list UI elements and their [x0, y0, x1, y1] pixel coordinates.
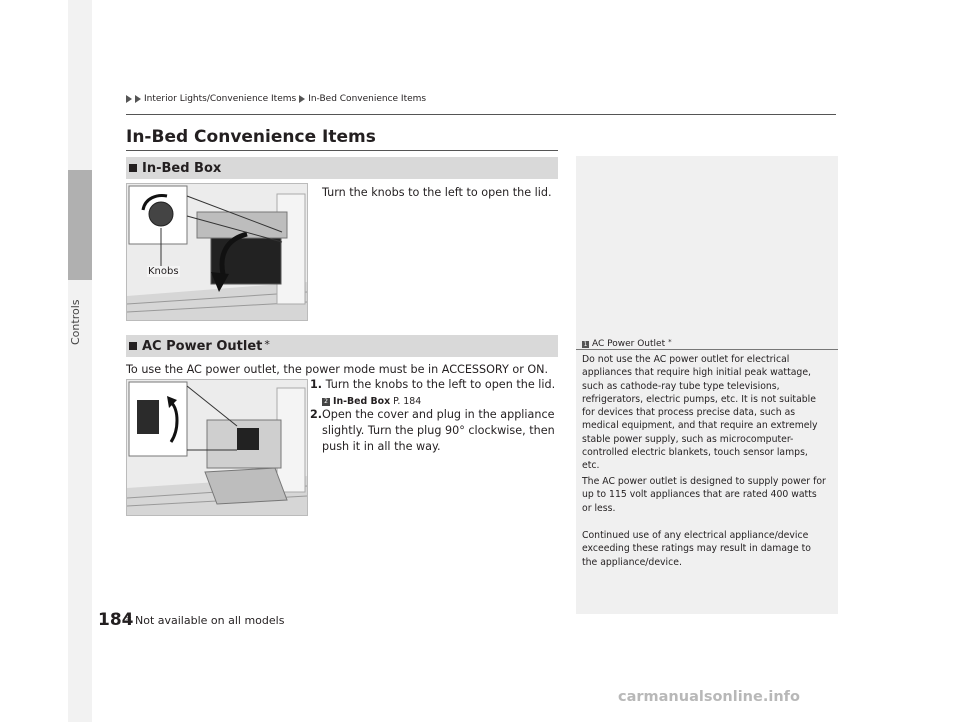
footnote: * Not available on all models	[126, 614, 285, 627]
breadcrumb-arrow-icon	[126, 95, 132, 103]
section-header-ac-power-outlet	[126, 335, 558, 357]
side-note-title: AC Power Outlet	[592, 339, 666, 349]
breadcrumb	[126, 94, 426, 104]
knobs-callout: Knobs	[148, 266, 179, 277]
breadcrumb-item[interactable]: In-Bed Convenience Items	[308, 94, 427, 104]
asterisk-mark: *	[264, 337, 270, 351]
ac-outlet-illustration	[126, 379, 308, 516]
title-divider	[126, 150, 558, 151]
section-title: AC Power Outlet	[142, 338, 263, 354]
side-tab	[68, 0, 92, 722]
section-header-in-bed-box	[126, 157, 558, 179]
breadcrumb-arrow-icon	[135, 95, 141, 103]
in-bed-box-illustration	[126, 183, 308, 321]
breadcrumb-arrow-icon	[299, 95, 305, 103]
reference-title[interactable]: In-Bed Box	[332, 396, 391, 407]
step-1	[310, 377, 560, 393]
page-number: 184	[98, 610, 134, 630]
page-title: In-Bed Convenience Items	[126, 127, 376, 147]
ac-outlet-drawing	[127, 380, 307, 515]
side-tab-marker	[68, 170, 92, 280]
ac-outlet-intro: To use the AC power outlet, the power mode must be in ACCESSORY or ON.	[126, 363, 549, 376]
step-2	[310, 407, 558, 455]
watermark: carmanualsonline.info	[618, 689, 800, 705]
header-divider	[126, 114, 836, 115]
side-note-paragraph: The AC power outlet is designed to supply power for up to 115 volt appliances that are rated 400 watts or less.	[582, 476, 826, 514]
step-text: Turn the knobs to the left to open the lid.	[325, 378, 556, 391]
side-note-paragraph: Do not use the AC power outlet for electrical appliances that require high initial peak wattage, such as cathode-ray tube type televisions, refrigerators, electric pumps, etc. It is not suitable for devices that process precise data, such as medical equipment, and that require an extremely stable power supply, such as microcomputer-controlled electric blankets, touch sensor lamps, etc.	[582, 354, 818, 472]
reference-page[interactable]: P. 184	[393, 396, 422, 407]
breadcrumb-item[interactable]: Interior Lights/Convenience Items	[144, 94, 297, 104]
side-note-paragraph: Continued use of any electrical appliance/device exceeding these ratings may result in damage to the appliance/device.	[582, 530, 811, 568]
section-square-icon	[129, 342, 137, 350]
step-number: 2.	[310, 408, 323, 421]
section-title: In-Bed Box	[142, 160, 222, 176]
step-number: 1.	[310, 378, 323, 391]
in-bed-box-instruction: Turn the knobs to the left to open the lid.	[322, 186, 552, 199]
note-icon: 1	[583, 340, 588, 348]
section-square-icon	[129, 164, 137, 172]
side-note-divider	[576, 349, 838, 350]
step-text: Open the cover and plug in the appliance slightly. Turn the plug 90° clockwise, then push it in all the way.	[322, 408, 555, 453]
in-bed-box-drawing	[127, 184, 307, 320]
chapter-label: Controls	[69, 299, 82, 345]
side-note-header	[582, 339, 672, 349]
reference-icon: 2	[322, 398, 330, 406]
asterisk-mark: *	[668, 338, 672, 346]
